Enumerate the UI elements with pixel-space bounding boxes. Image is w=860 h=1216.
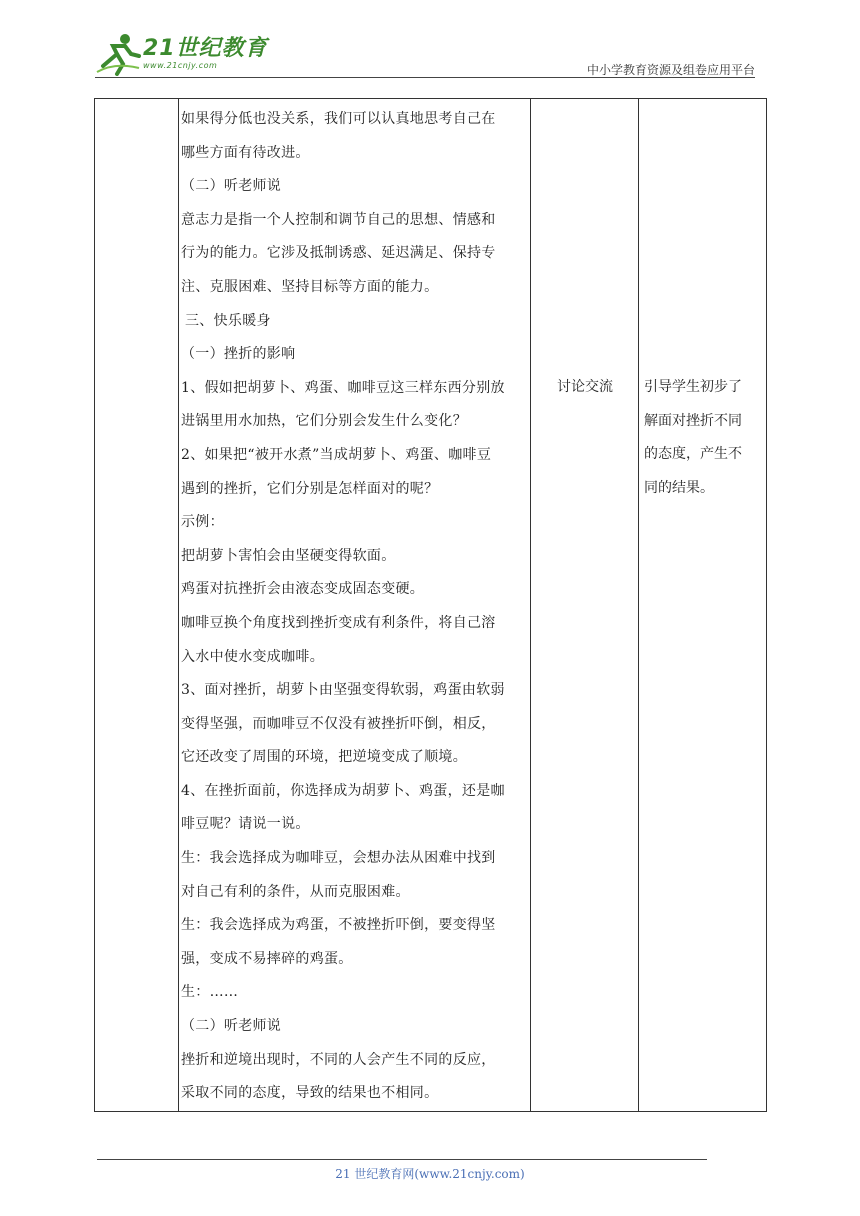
intent-line: 的态度，产生不 <box>644 446 742 463</box>
content-line: 1、假如把胡萝卜、鸡蛋、咖啡豆这三样东西分别放 <box>181 379 505 396</box>
content-line: 对自己有利的条件，从而克服困难。 <box>181 883 410 900</box>
column-divider <box>638 99 639 1111</box>
content-line: 入水中使水变成咖啡。 <box>181 648 324 665</box>
content-line: （二）听老师说 <box>181 178 282 195</box>
intent-line: 同的结果。 <box>644 479 714 496</box>
runner-logo-icon <box>95 32 141 76</box>
page-footer: 21 世纪教育网(www.21cnjy.com) <box>335 1167 525 1181</box>
content-line: 行为的能力。它涉及抵制诱惑、延迟满足、保持专 <box>181 245 496 262</box>
content-line: 挫折和逆境出现时，不同的人会产生不同的反应， <box>181 1051 496 1068</box>
content-line: 鸡蛋对抗挫折会由液态变成固态变硬。 <box>181 581 425 598</box>
content-line: 生：…… <box>181 984 239 1001</box>
footer-divider <box>97 1159 707 1160</box>
intent-line: 解面对挫折不同 <box>644 412 742 429</box>
content-line: 生：我会选择成为咖啡豆，会想办法从困难中找到 <box>181 850 496 867</box>
content-line: 变得坚强，而咖啡豆不仅没有被挫折吓倒，相反， <box>181 715 496 732</box>
content-line: 如果得分低也没关系，我们可以认真地思考自己在 <box>181 111 496 127</box>
content-line: 啡豆呢？请说一说。 <box>181 816 310 833</box>
content-line: （一）挫折的影响 <box>181 346 296 363</box>
content-line: 生：我会选择成为鸡蛋，不被挫折吓倒，要变得坚 <box>181 917 496 934</box>
teaching-content-cell <box>181 103 527 1111</box>
content-line: 采取不同的态度，导致的结果也不相同。 <box>181 1085 439 1102</box>
section-heading: 三、快乐暖身 <box>185 312 271 329</box>
site-logo <box>95 32 268 76</box>
content-line: 进锅里用水加热，它们分别会发生什么变化？ <box>181 413 467 430</box>
content-line: 强，变成不易摔碎的鸡蛋。 <box>181 950 353 967</box>
platform-name: 中小学教育资源及组卷应用平台 <box>586 63 755 77</box>
intent-line: 引导学生初步了 <box>644 379 742 395</box>
activity-method-cell: 讨论交流 <box>557 379 613 395</box>
content-line: 示例： <box>181 514 224 531</box>
content-line: 哪些方面有待改进。 <box>181 144 310 161</box>
logo-title: 21世纪教育 <box>143 36 268 61</box>
content-line: 2、如果把“被开水煮”当成胡萝卜、鸡蛋、咖啡豆 <box>181 446 492 463</box>
column-divider <box>178 99 179 1111</box>
page-header <box>95 28 755 80</box>
lesson-table <box>94 98 767 1112</box>
content-line: 4、在挫折面前，你选择成为胡萝卜、鸡蛋，还是咖 <box>181 782 505 799</box>
content-line: 注、克服困难、坚持目标等方面的能力。 <box>181 278 439 295</box>
header-divider <box>95 77 755 78</box>
content-line: 意志力是指一个人控制和调节自己的思想、情感和 <box>181 211 496 228</box>
design-intent-cell <box>644 371 762 505</box>
content-line: 遇到的挫折，它们分别是怎样面对的呢？ <box>181 480 439 497</box>
content-line: 把胡萝卜害怕会由坚硬变得软面。 <box>181 547 396 564</box>
column-divider <box>530 99 531 1111</box>
logo-url: www.21cnjy.com <box>143 61 218 70</box>
content-line: 3、面对挫折，胡萝卜由坚强变得软弱，鸡蛋由软弱 <box>181 682 505 699</box>
content-line: （二）听老师说 <box>181 1018 282 1035</box>
content-line: 咖啡豆换个角度找到挫折变成有利条件，将自己溶 <box>181 614 496 631</box>
content-line: 它还改变了周围的环境，把逆境变成了顺境。 <box>181 749 467 766</box>
